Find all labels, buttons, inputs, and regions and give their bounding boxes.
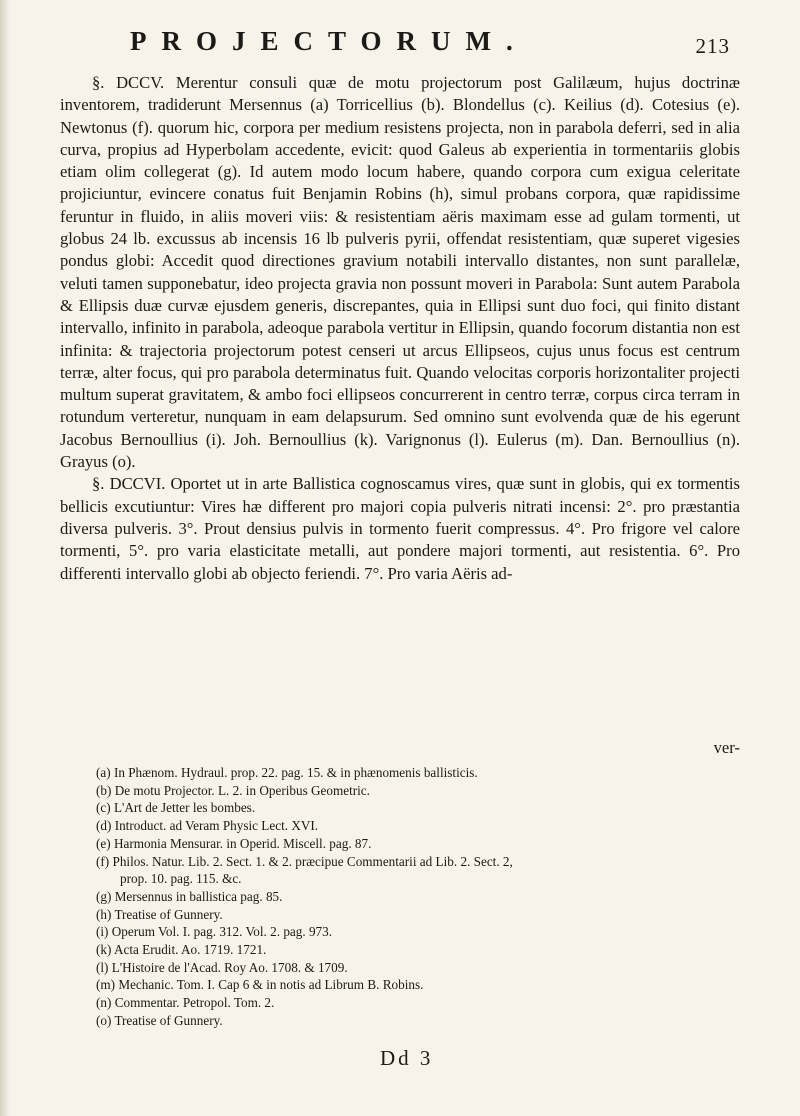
footnote-text: Philos. Natur. Lib. 2. Sect. 1. & 2. præcipue Commentarii ad Lib. 2. Sect. 2, (112, 853, 513, 869)
footnote (96, 906, 736, 924)
footnote-text: Harmonia Mensurar. in Operid. Miscell. pag. 87. (113, 835, 372, 851)
footnote-text: L'Histoire de l'Acad. Roy Ao. 1708. & 1709. (111, 959, 348, 975)
footnote-mark: (b) (96, 782, 112, 798)
footnote-mark: (l) (96, 959, 109, 975)
footnote-text: Operum Vol. I. pag. 312. Vol. 2. pag. 973. (111, 924, 333, 940)
main-text (60, 72, 740, 585)
footnote-text: L'Art de Jetter les bombes. (113, 800, 256, 816)
footnote-mark: (n) (96, 995, 112, 1011)
footnote (96, 941, 736, 959)
paragraph-dccvi: §. DCCVI. Oportet ut in arte Ballistica cognoscamus vires, quæ sunt in globis, qui ex tormentis bellicis excutiuntur: Vires hæ different pro majori copia pulveris nitrati incensi: 2°. pro præstantia diversa pulveris. 3°. Prout densius pulvis in tormento fuerit compressus. 4°. Pro frigore vel calore tormenti, 5°. pro varia elasticitate metalli, aut pondere majori tormenti, aut resistentia. 6°. Pro differenti intervallo globi ab objecto feriendi. 7°. Pro varia Aëris ad- (60, 474, 740, 583)
footnote (96, 782, 736, 800)
running-head: PROJECTORUM. (130, 26, 528, 56)
footnote-mark: (k) (96, 942, 112, 958)
footnote-mark: (d) (96, 818, 112, 834)
footnote (96, 1012, 736, 1030)
footnote-text: Introduct. ad Veram Physic Lect. XVI. (114, 818, 319, 834)
footnote (96, 888, 736, 906)
footnote-mark: (m) (96, 977, 116, 993)
footnote (96, 799, 736, 817)
footnote-continuation-text: prop. 10. pag. 115. &c. (120, 871, 242, 887)
footnote-mark: (a) (96, 765, 111, 780)
footnote (96, 959, 736, 977)
footnote-text: Treatise of Gunnery. (114, 906, 223, 922)
footnote-text: Mechanic. Tom. I. Cap 6 & in notis ad Librum B. Robins. (118, 977, 424, 993)
footnote-mark: (c) (96, 800, 111, 816)
signature-mark: Dd 3 (380, 1046, 434, 1070)
footnote-mark: (e) (96, 835, 111, 851)
footnote-text: Mersennus in ballistica pag. 85. (114, 888, 283, 904)
footnote-text: Acta Erudit. Ao. 1719. 1721. (113, 942, 267, 958)
footnote (96, 817, 736, 835)
page-number: 213 (695, 34, 730, 58)
footnote (96, 994, 736, 1012)
footnote (96, 764, 736, 782)
footnotes (96, 764, 736, 1030)
footnote (96, 853, 736, 871)
footnote-mark: (g) (96, 888, 112, 904)
footnote (96, 835, 736, 853)
footnote-mark: (i) (96, 924, 109, 940)
footnote (96, 976, 736, 994)
footnote-text: De motu Projector. L. 2. in Operibus Geometric. (114, 782, 370, 798)
catchword: ver- (713, 738, 740, 757)
footnote-text: Commentar. Petropol. Tom. 2. (114, 995, 275, 1011)
page-edge-shadow (0, 0, 10, 1116)
footnote-text: In Phænom. Hydraul. prop. 22. pag. 15. & in phænomenis ballisticis. (113, 765, 478, 780)
footnote (96, 923, 736, 941)
footnote-mark: (f) (96, 853, 110, 869)
footnote-continuation (96, 870, 736, 888)
footnote-mark: (h) (96, 906, 112, 922)
page-header (130, 26, 730, 66)
footnote-mark: (o) (96, 1012, 112, 1028)
paragraph-dccv: §. DCCV. Merentur consuli quæ de motu projectorum post Galilæum, hujus doctrinæ inventorem, tradiderunt Mersennus (a) Torricellius (b). Blondellus (c). Keilius (d). Cotesius (e). Newtonus (f). quorum hic, corpora per medium resistens projecta, non in parabola deferri, sed in alia curva, propius ad Hyperbolam accedente, evicit: quod Galeus ab experientia in tormentariis globis etiam olim collegerat (g). Id autem modo locum habere, quando corpora cum exigua celeritate projiciuntur, evincere conatus fuit Benjamin Robins (h), simul probans corpora, quæ rapidissime feruntur in fluido, in aliis moveri viis: & resistentiam aëris maximam esse ad gulam tormenti, ut globus 24 lb. excussus ab incensis 16 lb pulveris pyrii, offendat resistentiam, quæ superet vigesies pondus globi: Accedit quod directiones gravium notabili intervallo distantes, non sunt parallelæ, veluti tamen supponebatur, ideo projecta gravia non possunt moveri in Parabola: Sunt autem Parabola & Ellipsis duæ curvæ ejusdem generis, discrepantes, quia in Ellipsi sunt duo foci, qui finito distant intervallo, infinito in parabola, adeoque parabola vertitur in Ellipsin, quando focorum distantia non est infinita: & trajectoria projectorum potest censeri ut arcus Ellipseos, cujus unus focus est centrum terræ, alter focus, qui pro parabola determinatus fuit. Quando velocitas corporis horizontaliter projecti multum superat gravitatem, & ambo foci ellipseos concurrerent in centro terræ, corpus circa terram in rotundum verteretur, nunquam in eam delapsurum. Sed omnino sunt evolvenda quæ de his egerunt Jacobus Bernoullius (i). Joh. Bernoullius (k). Varignonus (l). Eulerus (m). Dan. Bernoullius (n). Grayus (o). (60, 73, 740, 472)
footnote-text: Treatise of Gunnery. (114, 1012, 223, 1028)
